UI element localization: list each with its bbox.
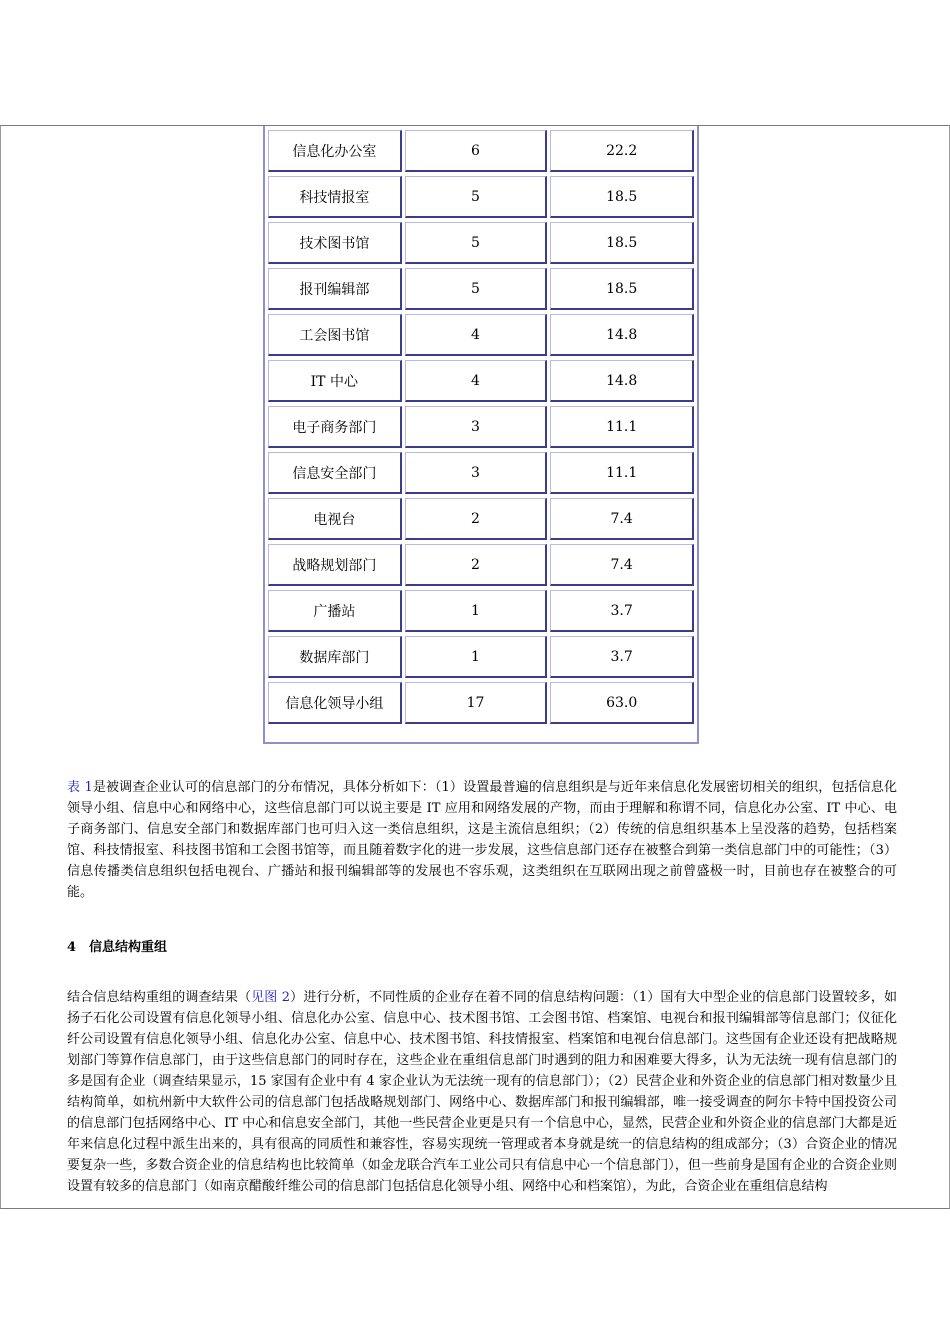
section-heading: 4 信息结构重组 (67, 940, 168, 955)
department-name-cell: 战略规划部门 (268, 544, 402, 586)
percent-cell: 14.8 (550, 314, 694, 356)
figure-2-link[interactable]: 见图 2 (251, 990, 291, 1005)
department-name-cell: 数据库部门 (268, 636, 402, 678)
count-cell: 17 (405, 682, 548, 724)
department-name-cell: 信息化办公室 (268, 130, 402, 172)
table-row (268, 314, 694, 356)
table-row (268, 590, 694, 632)
table-row (268, 636, 694, 678)
count-cell: 3 (405, 452, 548, 494)
count-cell: 4 (405, 314, 548, 356)
count-cell: 5 (405, 268, 548, 310)
table-row (268, 268, 694, 310)
count-cell: 3 (405, 406, 548, 448)
document-frame (0, 125, 950, 1209)
paragraph-2-text: ）进行分析，不同性质的企业存在着不同的信息结构问题：（1）国有大中型企业的信息部门设置较多，如扬子石化公司设置有信息化领导小组、信息化办公室、信息中心、技术图书馆、工会图书馆、档案馆、电视台和报刊编辑部等信息部门；仪征化纤公司设置有信息化领导小组、信息化办公室、信息中心、技术图书馆、科技情报室、档案馆和电视台信息部门。这些国有企业还设有把战略规划部门等算作信息部门，由于这些信息部门的同时存在，这些企业在重组信息部门时遇到的阻力和困难要大得多，认为无法统一现有信息部门的多是国有企业（调查结果显示，15 家国有企业中有 4 家企业认为无法统一现有的信息部门）；（2）民营企业和外资企业的信息部门相对数量少且结构简单，如杭州新中大软件公司的信息部门包括战略规划部门、网络中心、数据库部门和报刊编辑部，唯一接受调查的阿尔卡特中国投资公司的信息部门包括网络中心、IT 中心和信息安全部门，其他一些民营企业更是只有一个信息中心，显然，民营企业和外资企业的信息部门大都是近年来信息化过程中派生出来的，具有很高的同质性和兼容性，容易实现统一管理或者本身就是统一的信息结构的组成部分；（3）合资企业的情况要复杂一些，多数合资企业的信息结构也比较简单（如金龙联合汽车工业公司只有信息中心一个信息部门），但一些前身是国有企业的合资企业则设置有较多的信息部门（如南京醋酸纤维公司的信息部门包括信息化领导小组、网络中心和档案馆），为此，合资企业在重组信息结构 (67, 990, 897, 1194)
department-name-cell: 技术图书馆 (268, 222, 402, 264)
department-name-cell: 信息化领导小组 (268, 682, 402, 724)
department-name-cell: 信息安全部门 (268, 452, 402, 494)
table-row (268, 544, 694, 586)
count-cell: 4 (405, 360, 548, 402)
percent-cell: 22.2 (550, 130, 694, 172)
percent-cell: 18.5 (550, 222, 694, 264)
table-row (268, 360, 694, 402)
count-cell: 5 (405, 222, 548, 264)
department-name-cell: 电视台 (268, 498, 402, 540)
count-cell: 2 (405, 498, 548, 540)
department-name-cell: IT 中心 (268, 360, 402, 402)
table-row (268, 498, 694, 540)
table-1-link[interactable]: 表 1 (67, 780, 93, 795)
table-row (268, 176, 694, 218)
percent-cell: 18.5 (550, 268, 694, 310)
paragraph-table-analysis (67, 777, 897, 903)
percent-cell: 11.1 (550, 452, 694, 494)
department-name-cell: 电子商务部门 (268, 406, 402, 448)
percent-cell: 7.4 (550, 544, 694, 586)
paragraph-1-text: 是被调查企业认可的信息部门的分布情况，具体分析如下：（1）设置最普遍的信息组织是与近年来信息化发展密切相关的组织，包括信息化领导小组、信息中心和网络中心，这些信息部门可以说主要是 IT 应用和网络发展的产物，而由于理解和称谓不同，信息化办公室、IT 中心、电子商务部门、信息安全部门和数据库部门也可归入这一类信息组织，这是主流信息组织；（2）传统的信息组织基本上呈没落的趋势，包括档案馆、科技情报室、科技图书馆和工会图书馆等，而且随着数字化的进一步发展，这些信息部门还存在被整合到第一类信息部门中的可能性；（3）信息传播类信息组织包括电视台、广播站和报刊编辑部等的发展也不容乐观，这类组织在互联网出现之前曾盛极一时，目前也存在被整合的可能。 (67, 780, 897, 900)
department-name-cell: 科技情报室 (268, 176, 402, 218)
table-row (268, 682, 694, 724)
info-department-table-wrapper (263, 126, 699, 744)
count-cell: 1 (405, 636, 548, 678)
percent-cell: 3.7 (550, 636, 694, 678)
percent-cell: 7.4 (550, 498, 694, 540)
count-cell: 6 (405, 130, 548, 172)
count-cell: 1 (405, 590, 548, 632)
info-department-table (265, 126, 697, 728)
table-row (268, 406, 694, 448)
paragraph-2-intro: 结合信息结构重组的调查结果（ (67, 990, 252, 1005)
table-row (268, 130, 694, 172)
percent-cell: 11.1 (550, 406, 694, 448)
count-cell: 5 (405, 176, 548, 218)
table-row (268, 452, 694, 494)
table-row (268, 222, 694, 264)
count-cell: 2 (405, 544, 548, 586)
percent-cell: 3.7 (550, 590, 694, 632)
department-name-cell: 广播站 (268, 590, 402, 632)
percent-cell: 18.5 (550, 176, 694, 218)
department-name-cell: 工会图书馆 (268, 314, 402, 356)
percent-cell: 14.8 (550, 360, 694, 402)
department-name-cell: 报刊编辑部 (268, 268, 402, 310)
paragraph-structure-analysis (67, 987, 897, 1197)
percent-cell: 63.0 (550, 682, 694, 724)
